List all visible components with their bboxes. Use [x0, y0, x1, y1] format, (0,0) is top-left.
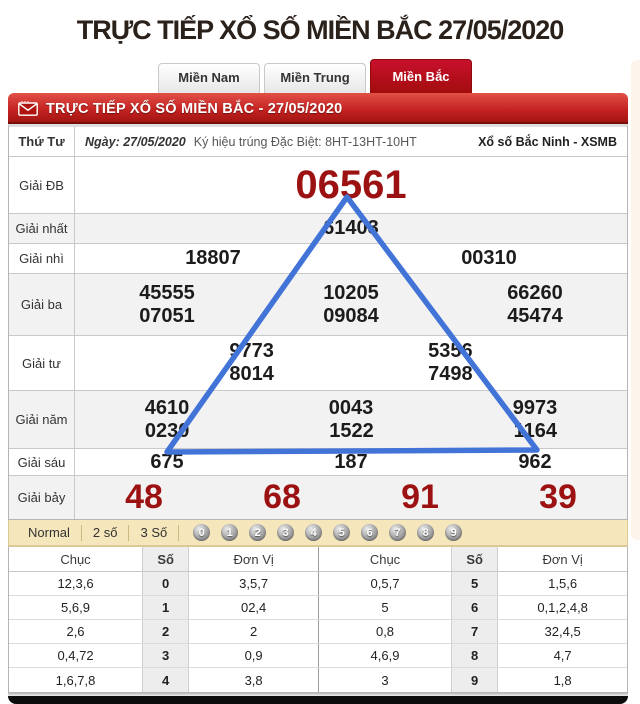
prize-number: 07051 — [139, 304, 195, 327]
prize-row — [9, 391, 627, 449]
prize-number: 0043 — [328, 396, 374, 419]
prize-number: 5356 — [428, 340, 473, 362]
results-table — [8, 124, 628, 520]
stats-cell: 0,4,72 — [57, 648, 94, 663]
prize-row — [9, 214, 627, 244]
footer-bar — [8, 696, 628, 704]
page-title: TRỰC TIẾP XỔ SỐ MIỀN BẮC 27/05/2020 — [76, 15, 564, 45]
info-main — [75, 127, 627, 156]
digit-ball-4[interactable]: 4 — [305, 524, 322, 541]
prize-number: 06561 — [295, 162, 407, 207]
stats-cell: 1,6,7,8 — [55, 672, 96, 688]
stats-cell: 3 — [142, 644, 189, 667]
prize-line — [75, 397, 627, 420]
prize-number: 00310 — [461, 247, 517, 269]
prize-row — [9, 157, 627, 214]
prize-number: 39 — [539, 478, 577, 516]
stats-cell: 3,5,7 — [239, 576, 269, 591]
stats-cell: 5,6,9 — [61, 600, 90, 615]
stats-cell: 2,6 — [66, 624, 85, 639]
stats-cell: 1,5,6 — [548, 576, 578, 591]
prize-number: 66260 — [507, 281, 563, 304]
prize-line — [75, 217, 627, 240]
prize-numbers — [75, 336, 627, 390]
stats-cell: 0,9 — [244, 648, 263, 663]
stats-header-cell: Đơn Vị — [542, 551, 583, 567]
stats-cell: 0 — [142, 572, 189, 595]
digit-ball-9[interactable]: 9 — [445, 524, 462, 541]
stats-cell: 4,7 — [553, 648, 572, 663]
tab-region-2[interactable]: Miền Bắc — [370, 59, 472, 93]
digit-ball-0[interactable]: 0 — [193, 524, 210, 541]
prize-label: Giải ĐB — [9, 157, 75, 213]
digit-ball-7[interactable]: 7 — [389, 524, 406, 541]
filter-modes — [17, 525, 179, 541]
stats-cell: 7 — [451, 620, 498, 643]
stats-cell: 8 — [451, 644, 498, 667]
prize-number: 45555 — [139, 281, 195, 304]
prize-label: Giải năm — [9, 391, 75, 448]
stats-cell: 12,3,6 — [57, 576, 94, 591]
prize-number: 8014 — [229, 363, 274, 385]
prize-number: 68 — [263, 478, 301, 516]
prize-number: 9973 — [512, 396, 558, 419]
stats-cell: 5 — [451, 572, 498, 595]
prize-row — [9, 244, 627, 274]
envelope-icon — [18, 101, 38, 116]
info-row — [9, 127, 627, 157]
stats-header-cell: Số — [142, 547, 189, 571]
panel-title: TRỰC TIẾP XỔ SỐ MIỀN BẮC - 27/05/2020 — [46, 100, 343, 117]
prize-line — [75, 340, 627, 363]
stats-row — [9, 668, 627, 692]
stats-cell: 1 — [142, 596, 189, 619]
prize-numbers — [75, 214, 627, 243]
digit-ball-3[interactable]: 3 — [277, 524, 294, 541]
stats-row — [9, 572, 627, 596]
stats-header-cell: Chục — [318, 547, 451, 571]
panel-header — [8, 93, 628, 124]
stats-row — [9, 596, 627, 620]
digit-ball-8[interactable]: 8 — [417, 524, 434, 541]
filter-mode-2[interactable]: 3 Số — [129, 525, 179, 541]
prize-number: 61403 — [323, 217, 379, 239]
stats-cell: 0,5,7 — [318, 572, 451, 595]
prize-label: Giải nhì — [9, 244, 75, 273]
prize-label: Giải tư — [9, 336, 75, 390]
stats-header-row — [9, 547, 627, 572]
stats-cell: 32,4,5 — [544, 624, 581, 639]
stats-cell: 9 — [451, 668, 498, 692]
tab-region-1[interactable]: Miền Trung — [264, 63, 366, 93]
prize-label: Giải bảy — [9, 476, 75, 519]
stats-cell: 4 — [142, 668, 189, 692]
digit-balls — [193, 524, 462, 541]
digit-ball-5[interactable]: 5 — [333, 524, 350, 541]
digit-ball-2[interactable]: 2 — [249, 524, 266, 541]
stats-cell: 2 — [250, 624, 258, 639]
prize-numbers — [75, 476, 627, 519]
prize-number: 675 — [150, 450, 184, 473]
prize-line — [75, 420, 627, 443]
prize-numbers — [75, 244, 627, 273]
prize-numbers — [75, 274, 627, 335]
page-right-edge — [631, 60, 640, 540]
prize-line — [75, 363, 627, 386]
prize-number: 0230 — [144, 419, 190, 442]
weekday-label: Thứ Tư — [9, 127, 75, 156]
stats-row — [9, 620, 627, 644]
prize-number: 962 — [518, 450, 552, 473]
special-symbols: Ký hiệu trúng Đặc Biệt: 8HT-13HT-10HT — [193, 134, 417, 149]
prize-numbers — [75, 449, 627, 475]
stats-cell: 3,8 — [244, 672, 263, 688]
digit-ball-6[interactable]: 6 — [361, 524, 378, 541]
stats-cell: 2 — [142, 620, 189, 643]
stats-cell: 5 — [318, 596, 451, 619]
prize-line — [75, 163, 627, 208]
prize-row — [9, 449, 627, 476]
prize-number: 187 — [334, 450, 368, 473]
prize-row — [9, 336, 627, 391]
prize-number: 7498 — [428, 363, 473, 385]
prize-line — [75, 478, 627, 517]
prize-number: 4610 — [144, 396, 190, 419]
prize-line — [75, 305, 627, 328]
prize-number: 09084 — [323, 304, 379, 327]
filter-mode-1[interactable]: 2 số — [82, 525, 130, 541]
stats-row — [9, 644, 627, 668]
prize-label: Giải nhất — [9, 214, 75, 243]
stats-cell: 6 — [451, 596, 498, 619]
prize-number: 45474 — [507, 304, 563, 327]
prize-number: 48 — [125, 478, 163, 516]
prize-number: 91 — [401, 478, 439, 516]
stats-header-cell: Chục — [60, 551, 91, 567]
prize-line — [75, 247, 627, 270]
stats-cell: 0,8 — [318, 620, 451, 643]
prize-label: Giải ba — [9, 274, 75, 335]
stats-header-cell: Đơn Vị — [233, 551, 274, 567]
prize-number: 10205 — [323, 281, 379, 304]
prize-row — [9, 274, 627, 336]
digit-ball-1[interactable]: 1 — [221, 524, 238, 541]
prize-numbers — [75, 157, 627, 213]
stats-cell: 1,8 — [553, 672, 572, 688]
stats-cell: 3 — [318, 668, 451, 692]
tab-region-0[interactable]: Miền Nam — [158, 63, 260, 93]
prize-line — [75, 282, 627, 305]
filter-mode-0[interactable]: Normal — [17, 525, 82, 541]
filter-bar — [8, 520, 628, 546]
prize-numbers — [75, 391, 627, 448]
prize-line — [75, 451, 627, 474]
prize-label: Giải sáu — [9, 449, 75, 475]
prize-row — [9, 476, 627, 519]
stats-cell: 02,4 — [240, 600, 267, 615]
stats-cell: 4,6,9 — [318, 644, 451, 667]
region-tabs — [0, 55, 640, 93]
region-name: Xổ số Bắc Ninh - XSMB — [478, 134, 617, 149]
stats-table — [8, 546, 628, 693]
prize-number: 9773 — [229, 340, 274, 362]
prize-number: 18807 — [185, 247, 241, 269]
draw-date: Ngày: 27/05/2020 — [85, 134, 186, 149]
prize-number: 1522 — [329, 419, 374, 442]
prize-number: 1164 — [513, 419, 558, 442]
stats-cell: 0,1,2,4,8 — [537, 600, 588, 615]
lottery-widget — [8, 93, 628, 704]
stats-header-cell: Số — [451, 547, 498, 571]
